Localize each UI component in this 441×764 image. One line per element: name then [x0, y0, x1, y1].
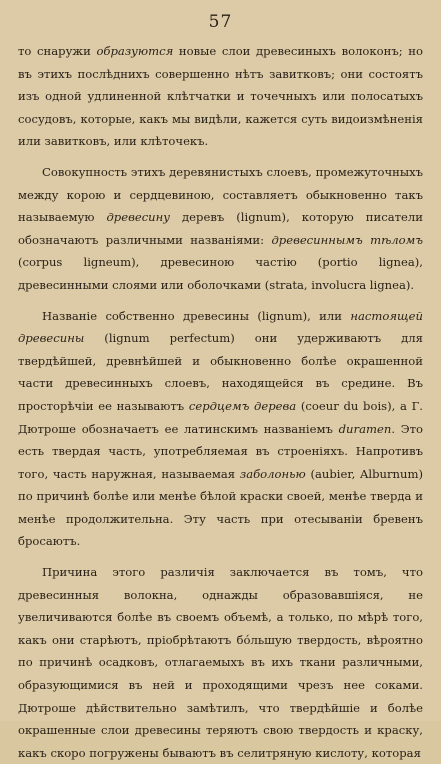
text-run: (lignum perfectum) они удерживаютъ для твердѣйшей, древнѣйшей и обыкновенно болѣе окрашенной части древесинныхъ слоевъ, находящейся въ средине. Въ просторѣчіи ее называютъ — [18, 331, 423, 413]
paragraph — [18, 40, 423, 153]
text-run: то снаружи — [18, 44, 97, 58]
text-run: новые слои древесиныхъ волоконъ; но въ этихъ послѣднихъ совершенно нѣтъ завитковъ; они состоятъ изъ одной удлиненной клѣтчатки и точечныхъ или полосатыхъ сосудовъ, которые, какъ мы видѣли, кажется суть видоизмѣненія или завитковъ, или клѣточекъ. — [18, 44, 423, 149]
text-run: (coeur du bois), а Г. Дютроше обозначаетъ ее латинскимъ названіемъ — [18, 398, 423, 436]
text-run: . Это есть твердая часть, употребляемая въ строеніяхъ. Напротивъ того, часть наружная, называемая — [18, 421, 424, 481]
page-number: 57 — [208, 12, 233, 32]
paragraph — [18, 561, 423, 764]
text-run: (aubier, Alburnum) по причинѣ болѣе или менѣе бѣлой краски своей, менѣе тверда и менѣе продолжительна. Эту часть при отесываніи бревенъ бросаютъ. — [18, 466, 424, 549]
italic-term: настоящей древесины — [18, 308, 423, 346]
text-run: (corpus ligneum), древесиною частію (portio lignea), древесинными слоями или оболочками (strata, involucra lignea). — [18, 255, 423, 292]
italic-term: сердцемъ дерева — [188, 398, 297, 413]
italic-term: древесину — [106, 210, 171, 225]
italic-term: древесиннымъ тѣломъ — [271, 232, 423, 247]
text-run: Совокупность этихъ деревянистыхъ слоевъ, промежуточныхъ между корою и сердцевиною, составляетъ обыкновенно такъ называемую — [18, 164, 423, 225]
italic-term: образуются — [96, 44, 174, 58]
body-text — [18, 40, 423, 764]
text-run: деревъ (lignum), которую писатели обозначаютъ различными названіями: — [18, 210, 423, 247]
italic-term: заболонью — [239, 466, 306, 481]
text-run: Названіе собственно древесины (lignum), или — [42, 308, 351, 323]
italic-term: duramen — [338, 421, 392, 436]
paragraph — [18, 305, 423, 554]
paragraph — [18, 161, 423, 297]
text-run: Причина этого различія заключается въ томъ, что древесинныя волокна, однажды образовавшіяся, не увеличиваются болѣе въ своемъ объемѣ, а только, по мѣрѣ того, какъ они старѣютъ, пріобрѣтаютъ бóльшую твердость, вѣроятно по причинѣ осадковъ, отлагаемыхъ въ ихъ ткани различными, образующимися въ ней и проходящими чрезъ нее соками. Дютроше дѣйствительно замѣтилъ, что твердѣйшіе и болѣе окрашенные слои древесины теряютъ свою твердость и краску, какъ скоро погружены бываютъ въ селитряную кислоту, которая — [18, 565, 423, 760]
